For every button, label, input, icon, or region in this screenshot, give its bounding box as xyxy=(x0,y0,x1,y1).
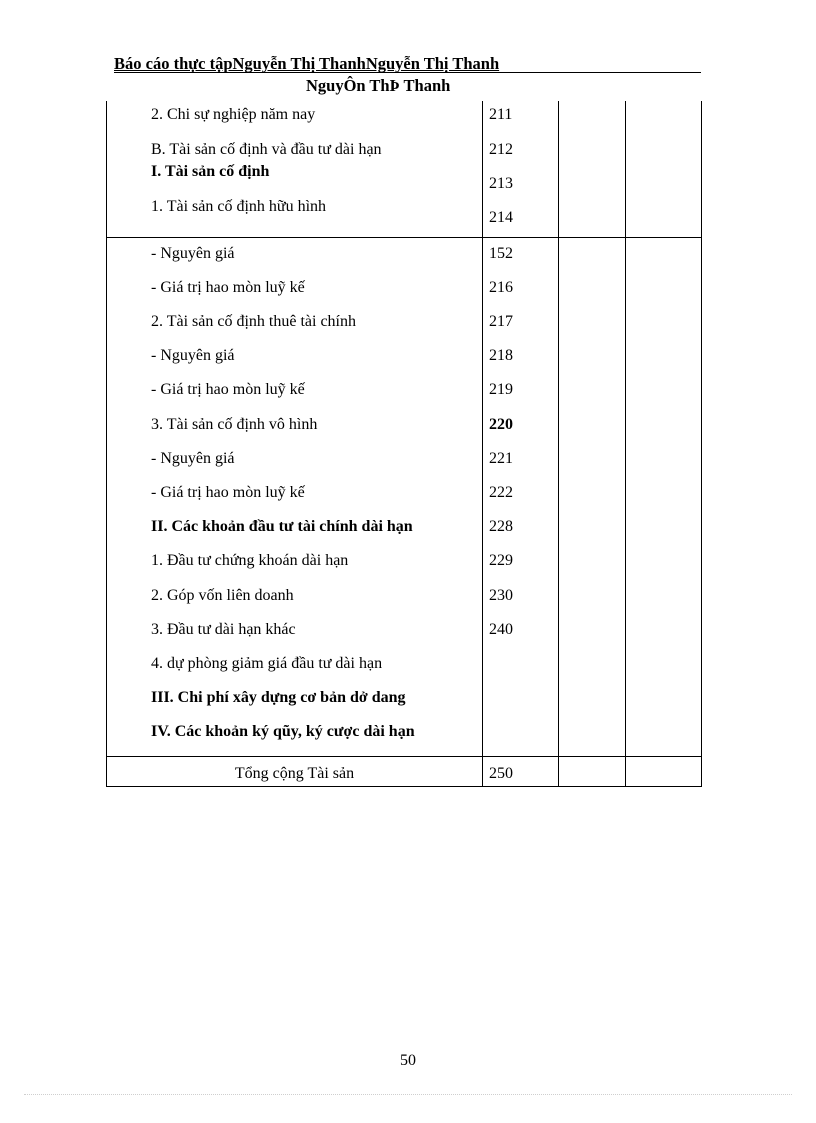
row-code: 221 xyxy=(489,450,513,467)
row-label: - Giá trị hao mòn luỹ kế xyxy=(151,279,305,296)
section-divider xyxy=(107,237,701,238)
row-label: - Nguyên giá xyxy=(151,450,235,467)
row-code: 217 xyxy=(489,313,513,330)
row-label: 1. Tài sản cố định hữu hình xyxy=(151,198,327,215)
row-code: 219 xyxy=(489,381,513,398)
row-code: 230 xyxy=(489,587,513,604)
row-code: 228 xyxy=(489,518,513,535)
row-code: 240 xyxy=(489,621,513,638)
row-label: I. Tài sản cố định xyxy=(151,163,270,180)
balance-sheet-table xyxy=(106,101,702,787)
row-code: 212 xyxy=(489,141,513,158)
row-label: B. Tài sản cố định và đầu tư dài hạn xyxy=(151,141,382,158)
row-label: 2. Chi sự nghiệp năm nay xyxy=(151,106,316,123)
page-number: 50 xyxy=(400,1052,416,1069)
row-code: 213 xyxy=(489,175,513,192)
row-code: 222 xyxy=(489,484,513,501)
row-code: 216 xyxy=(489,279,513,296)
row-label: 2. Tài sản cố định thuê tài chính xyxy=(151,313,356,330)
column-divider-col4 xyxy=(625,101,626,786)
row-label: IV. Các khoản ký qũy, ký cược dài hạn xyxy=(151,723,415,740)
row-code: 211 xyxy=(489,106,513,123)
row-code: 214 xyxy=(489,209,513,226)
report-header-title: Báo cáo thực tậpNguyễn Thị ThanhNguyễn Thị Thanh xyxy=(114,54,500,73)
row-code: 152 xyxy=(489,245,513,262)
row-label: - Giá trị hao mòn luỹ kế xyxy=(151,381,305,398)
row-label: 4. dự phòng giảm giá đầu tư dài hạn xyxy=(151,655,383,672)
row-label: II. Các khoản đầu tư tài chính dài hạn xyxy=(151,518,413,535)
row-label: 1. Đầu tư chứng khoán dài hạn xyxy=(151,552,349,569)
report-header-author: NguyÔn ThÞ Thanh xyxy=(306,76,451,95)
row-code: 229 xyxy=(489,552,513,569)
column-divider-code xyxy=(482,101,483,786)
header-rule xyxy=(114,72,701,73)
column-divider-col3 xyxy=(558,101,559,786)
row-label: - Nguyên giá xyxy=(151,245,235,262)
row-label: 3. Đầu tư dài hạn khác xyxy=(151,621,296,638)
row-code: 218 xyxy=(489,347,513,364)
row-label: - Giá trị hao mòn luỹ kế xyxy=(151,484,305,501)
total-divider xyxy=(107,756,701,757)
row-label: 3. Tài sản cố định vô hình xyxy=(151,416,318,433)
row-label: - Nguyên giá xyxy=(151,347,235,364)
footer-rule xyxy=(24,1094,792,1095)
total-label: Tổng cộng Tài sản xyxy=(234,765,355,782)
row-label: III. Chi phí xây dựng cơ bản dở dang xyxy=(151,689,406,706)
row-label: 2. Góp vốn liên doanh xyxy=(151,587,294,604)
row-code: 220 xyxy=(489,416,513,433)
total-code: 250 xyxy=(489,765,513,782)
